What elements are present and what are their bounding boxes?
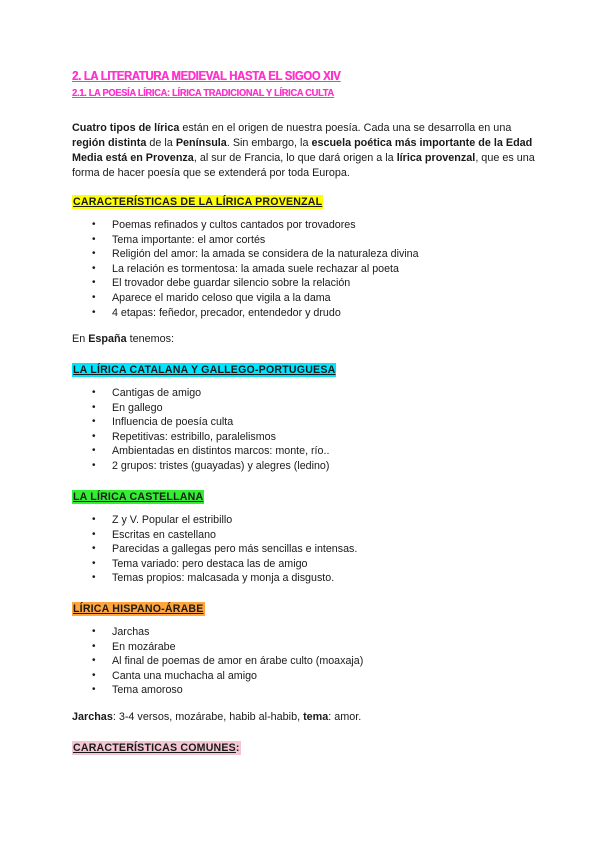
- list-item: • Influencia de poesía culta: [72, 415, 542, 430]
- tema-text: : amor.: [328, 711, 362, 723]
- section-title-catalana: LA LÍRICA CATALANA Y GALLEGO-PORTUGUESA: [73, 364, 336, 376]
- list-item: • Jarchas: [72, 625, 542, 640]
- list-item: • Ambientadas en distintos marcos: monte, río..: [72, 444, 542, 459]
- list-provenzal: [72, 218, 542, 320]
- list-item: • Tema importante: el amor cortés: [72, 233, 542, 248]
- section-title-comunes: [72, 741, 241, 755]
- section-title-castellana: LA LÍRICA CASTELLANA: [73, 491, 204, 503]
- list-hispano: [72, 625, 542, 698]
- section-title-provenzal: CARACTERÍSTICAS DE LA LÍRICA PROVENZAL: [73, 196, 323, 208]
- intro-text-1: están en el origen de nuestra poesía. Cada una se desarrolla en una: [179, 122, 512, 134]
- intro-paragraph: [72, 121, 542, 181]
- section-catalana: [72, 360, 542, 378]
- list-item: • Al final de poemas de amor en árabe culto (moaxaja): [72, 654, 542, 669]
- intro-bold-2: región distinta: [72, 137, 147, 149]
- jarchas-bold: Jarchas: [72, 711, 113, 723]
- intro-bold-3: Península: [175, 137, 227, 149]
- list-item: • Parecidas a gallegas pero más sencillas e intensas.: [72, 542, 542, 557]
- section-title-comunes-text: CARACTERÍSTICAS COMUNES: [73, 742, 236, 754]
- section-title-hispano: LÍRICA HISPANO-ÁRABE: [73, 603, 204, 615]
- list-item: • La relación es tormentosa: la amada suele rechazar al poeta: [72, 262, 542, 277]
- espana-pre: En: [72, 333, 89, 345]
- espana-post: tenemos:: [126, 333, 175, 345]
- list-item: • Tema amoroso: [72, 683, 542, 698]
- list-item: • Canta una muchacha al amigo: [72, 669, 542, 684]
- list-item: • Repetitivas: estribillo, paralelismos: [72, 430, 542, 445]
- list-item: • 2 grupos: tristes (guayadas) y alegres (ledino): [72, 459, 542, 474]
- list-item: • El trovador debe guardar silencio sobre la relación: [72, 276, 542, 291]
- espana-line: [72, 332, 542, 347]
- section-comunes: [72, 738, 542, 756]
- list-item: • Religión del amor: la amada se considera de la naturaleza divina: [72, 247, 542, 262]
- list-castellana: [72, 513, 542, 586]
- page-title: 2. LA LITERATURA MEDIEVAL HASTA EL SIGOO XIV: [72, 69, 341, 83]
- intro-text-5: , que es una forma de hacer poesía que se extenderá por toda Europa.: [72, 152, 535, 179]
- intro-bold-4: escuela poética más importante de la Edad Media está en Provenza: [72, 137, 533, 164]
- list-item: • En mozárabe: [72, 640, 542, 655]
- section-title-comunes-suffix: :: [235, 742, 240, 754]
- list-item: • Poemas refinados y cultos cantados por trovadores: [72, 218, 542, 233]
- list-item: • Z y V. Popular el estribillo: [72, 513, 542, 528]
- list-catalana: [72, 386, 542, 474]
- section-provenzal: [72, 192, 542, 210]
- list-item: • Tema variado: pero destaca las de amigo: [72, 557, 542, 572]
- list-item: • Aparece el marido celoso que vigila a la dama: [72, 291, 542, 306]
- intro-text-3: . Sin embargo, la: [226, 137, 312, 149]
- tema-bold: tema: [303, 711, 329, 723]
- document-header: [72, 68, 532, 100]
- section-hispano: [72, 599, 542, 617]
- list-item: • Cantigas de amigo: [72, 386, 542, 401]
- espana-bold: España: [88, 333, 127, 345]
- intro-text-4: , al sur de Francia, lo que dará origen a la: [193, 152, 397, 164]
- list-item: • En gallego: [72, 401, 542, 416]
- intro-text-2: de la: [146, 137, 176, 149]
- jarchas-text: : 3-4 versos, mozárabe, habib al-habib,: [112, 711, 304, 723]
- list-item: • Temas propios: malcasada y monja a disgusto.: [72, 571, 542, 586]
- jarchas-line: [72, 710, 542, 725]
- intro-bold-5: lírica provenzal: [396, 152, 476, 164]
- list-item: • Escritas en castellano: [72, 528, 542, 543]
- intro-bold-1: Cuatro tipos de lírica: [72, 122, 180, 134]
- list-item: • 4 etapas: feñedor, precador, entendedor y drudo: [72, 306, 542, 321]
- page-subtitle: 2.1. LA POESÍA LÍRICA: LÍRICA TRADICIONAL Y LÍRICA CULTA: [72, 87, 334, 99]
- section-castellana: [72, 487, 542, 505]
